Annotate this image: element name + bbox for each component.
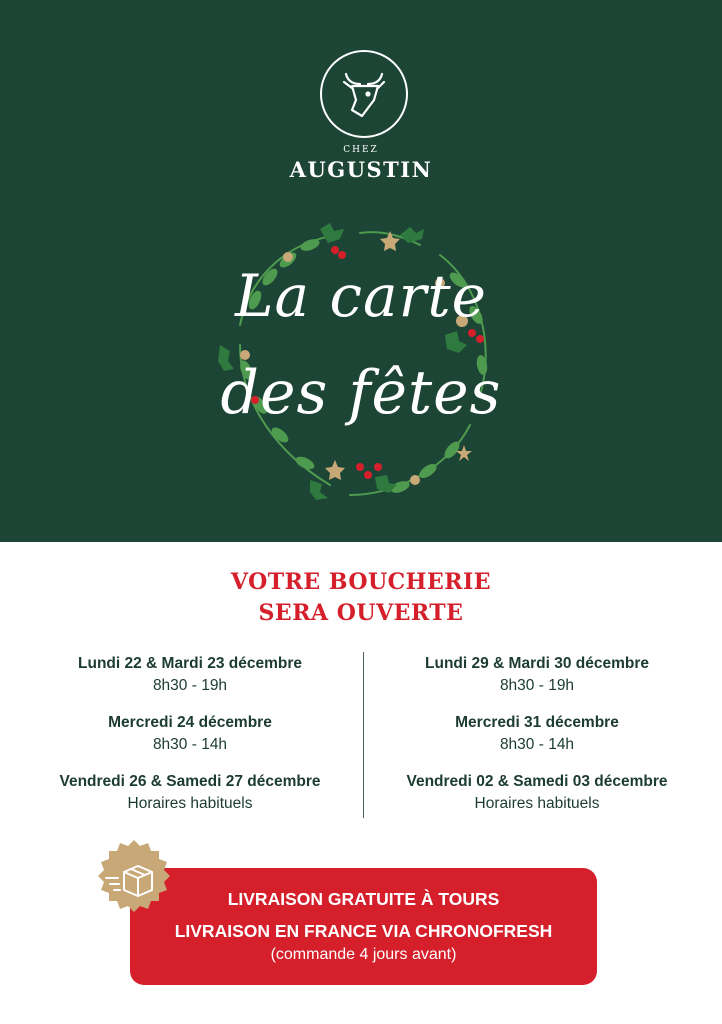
- schedule-entry: [372, 654, 702, 713]
- hero-title-line2: des fêtes: [220, 358, 502, 428]
- column-divider: [363, 652, 364, 818]
- delivery-line2: LIVRAISON EN FRANCE VIA CHRONOFRESH: [174, 921, 553, 941]
- schedule-days: Vendredi 02 & Samedi 03 décembre: [406, 773, 668, 790]
- schedule-hours: 8h30 - 19h: [152, 677, 228, 694]
- logo-small-text: CHEZ: [343, 145, 379, 155]
- brand-name: AUGUSTIN: [289, 157, 433, 182]
- schedule-days: Lundi 29 & Mardi 30 décembre: [425, 655, 649, 672]
- bull-head-icon: [322, 52, 406, 136]
- schedule-right-column: [372, 654, 702, 831]
- opening-headline-line1: VOTRE BOUCHERIE: [230, 569, 492, 595]
- schedule-hours: 8h30 - 14h: [499, 736, 575, 753]
- schedule-days: Mercredi 31 décembre: [455, 714, 619, 731]
- opening-headline-line2: SERA OUVERTE: [258, 600, 464, 626]
- delivery-box-icon: [92, 838, 176, 922]
- schedule-hours: Horaires habituels: [474, 795, 600, 812]
- schedule-hours: Horaires habituels: [127, 795, 253, 812]
- logo-badge: [320, 50, 408, 138]
- schedule-days: Vendredi 26 & Samedi 27 décembre: [59, 773, 321, 790]
- schedule-entry: [25, 654, 355, 713]
- schedule-days: Lundi 22 & Mardi 23 décembre: [78, 655, 302, 672]
- schedule-entry: [25, 772, 355, 831]
- schedule-entry: [372, 713, 702, 772]
- schedule-hours: 8h30 - 14h: [152, 736, 228, 753]
- delivery-banner: [130, 868, 597, 985]
- delivery-line1: LIVRAISON GRATUITE À TOURS: [227, 889, 500, 909]
- hero-title-line1: La carte: [235, 262, 487, 330]
- schedule-days: Mercredi 24 décembre: [108, 714, 272, 731]
- opening-headline: [0, 567, 722, 629]
- schedule-entry: [25, 713, 355, 772]
- schedule-hours: 8h30 - 19h: [499, 677, 575, 694]
- delivery-line3: (commande 4 jours avant): [270, 946, 457, 963]
- schedule-left-column: [25, 654, 355, 831]
- schedule-entry: [372, 772, 702, 831]
